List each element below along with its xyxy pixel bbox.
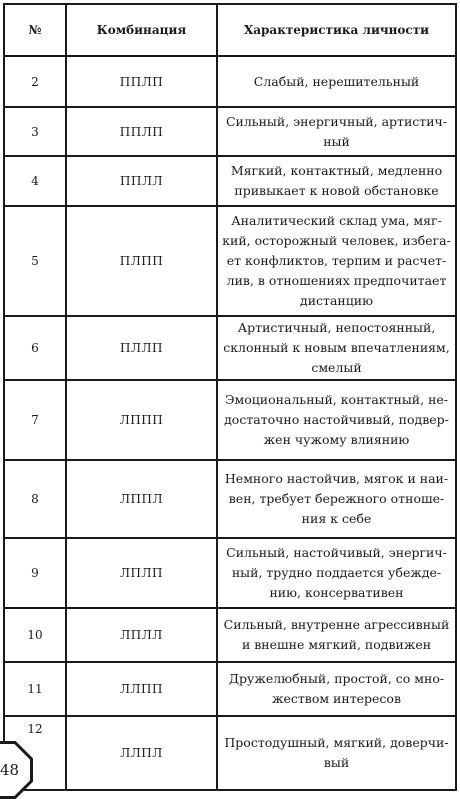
row-number: 8 xyxy=(4,460,66,538)
header-number: № xyxy=(4,4,66,56)
table-row xyxy=(4,206,456,316)
row-number: 10 xyxy=(4,608,66,662)
row-combination: ППЛП xyxy=(66,56,217,107)
table-row xyxy=(4,460,456,538)
row-characteristic: Слабый, нерешительный xyxy=(217,56,456,107)
row-number: 4 xyxy=(4,156,66,206)
table-row xyxy=(4,380,456,460)
row-number: 2 xyxy=(4,56,66,107)
table-row xyxy=(4,716,456,790)
table-row xyxy=(4,156,456,206)
row-number: 11 xyxy=(4,662,66,716)
row-combination: ЛППЛ xyxy=(66,460,217,538)
page-number: 48 xyxy=(0,761,20,779)
table-header-row xyxy=(4,4,456,56)
table-row xyxy=(4,107,456,156)
table-row xyxy=(4,316,456,380)
row-characteristic: Простодушный, мягкий, доверчи-вый xyxy=(217,716,456,790)
header-combination: Комбинация xyxy=(66,4,217,56)
row-combination: ЛППП xyxy=(66,380,217,460)
row-number: 3 xyxy=(4,107,66,156)
row-combination: ПЛЛП xyxy=(66,316,217,380)
row-combination: ППЛЛ xyxy=(66,156,217,206)
row-number: 5 xyxy=(4,206,66,316)
row-combination: ППЛП xyxy=(66,107,217,156)
row-combination: ЛПЛП xyxy=(66,538,217,608)
header-characteristic: Характеристика личности xyxy=(217,4,456,56)
row-characteristic: Немного настойчив, мягок и наи-вен, требует бережного отноше-ния к себе xyxy=(217,460,456,538)
row-combination: ПЛПП xyxy=(66,206,217,316)
row-characteristic: Аналитический склад ума, мяг-кий, осторожный человек, избега-ет конфликтов, терпим и расчет-лив, в отношениях предпочитает дистанцию xyxy=(217,206,456,316)
row-combination: ЛЛПП xyxy=(66,662,217,716)
row-characteristic: Эмоциональный, контактный, не-достаточно настойчивый, подвер-жен чужому влиянию xyxy=(217,380,456,460)
row-characteristic: Сильный, настойчивый, энергич-ный, трудно поддается убежде-нию, консервативен xyxy=(217,538,456,608)
row-combination: ЛПЛЛ xyxy=(66,608,217,662)
table-row xyxy=(4,662,456,716)
table-row xyxy=(4,538,456,608)
row-characteristic: Сильный, энергичный, артистич-ный xyxy=(217,107,456,156)
row-combination: ЛЛПЛ xyxy=(66,716,217,790)
row-characteristic: Дружелюбный, простой, со мно-жеством интересов xyxy=(217,662,456,716)
row-number: 9 xyxy=(4,538,66,608)
table-row xyxy=(4,56,456,107)
row-characteristic: Артистичный, непостоянный, склонный к новым впечатлениям, смелый xyxy=(217,316,456,380)
row-number: 7 xyxy=(4,380,66,460)
row-characteristic: Мягкий, контактный, медленно привыкает к новой обстановке xyxy=(217,156,456,206)
table-row xyxy=(4,608,456,662)
row-characteristic: Сильный, внутренне агрессивный и внешне мягкий, подвижен xyxy=(217,608,456,662)
personality-table xyxy=(3,3,457,791)
row-number: 12 xyxy=(4,716,66,790)
row-number: 6 xyxy=(4,316,66,380)
